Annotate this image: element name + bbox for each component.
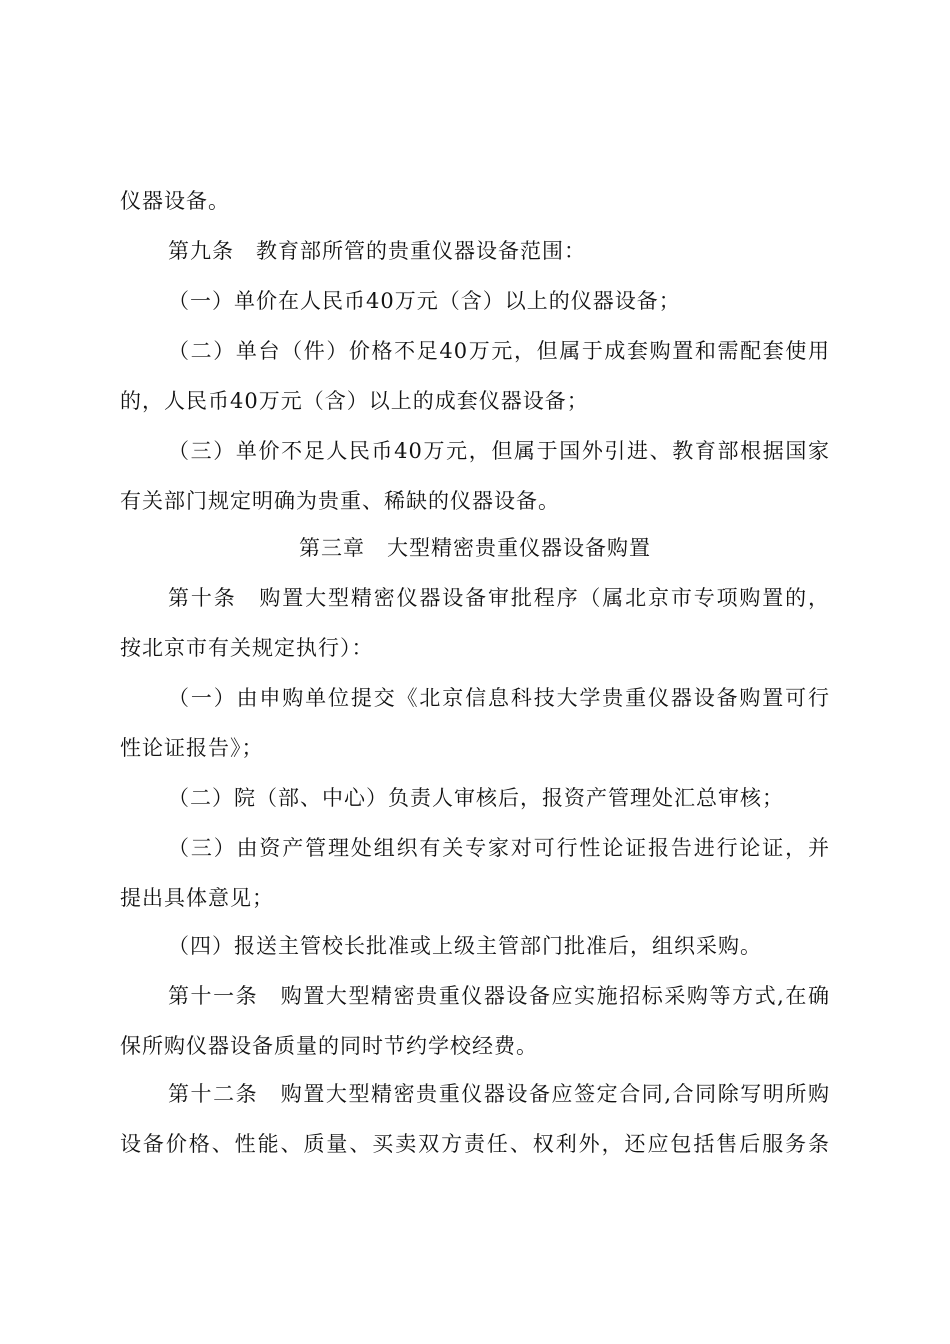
- text-line: 仪器设备。: [120, 189, 230, 213]
- article-9-heading: 第九条 教育部所管的贵重仪器设备范围：: [168, 239, 586, 263]
- text-line: （三）由资产管理处组织有关专家对可行性论证报告进行论证，并: [168, 836, 830, 860]
- article-12-heading: 第十二条 购置大型精密贵重仪器设备应签定合同,合同除写明所购: [168, 1082, 830, 1106]
- article-10-heading: 第十条 购置大型精密仪器设备审批程序（属北京市专项购置的，: [168, 586, 830, 610]
- text-line: （一）由申购单位提交《北京信息科技大学贵重仪器设备购置可行: [168, 686, 830, 710]
- text-line: 有关部门规定明确为贵重、稀缺的仪器设备。: [120, 489, 560, 513]
- text-line: 按北京市有关规定执行）：: [120, 636, 374, 660]
- text-line: 性论证报告》；: [120, 736, 264, 760]
- chapter-3-heading: 第三章 大型精密贵重仪器设备购置: [299, 536, 651, 560]
- text-line: （三）单价不足人民币40万元，但属于国外引进、教育部根据国家: [168, 439, 830, 463]
- text-line: （一）单价在人民币40万元（含）以上的仪器设备；: [168, 289, 681, 313]
- article-11-heading: 第十一条 购置大型精密贵重仪器设备应实施招标采购等方式,在确: [168, 984, 830, 1008]
- text-line: 的，人民币40万元（含）以上的成套仪器设备；: [120, 389, 589, 413]
- text-line: （二）院（部、中心）负责人审核后，报资产管理处汇总审核；: [168, 786, 784, 810]
- text-line: 设备价格、性能、质量、买卖双方责任、权利外，还应包括售后服务条: [120, 1132, 830, 1156]
- text-line: 保所购仪器设备质量的同时节约学校经费。: [120, 1034, 538, 1058]
- text-line: 提出具体意见；: [120, 886, 274, 910]
- text-line: （四）报送主管校长批准或上级主管部门批准后，组织采购。: [168, 934, 762, 958]
- text-line: （二）单台（件）价格不足40万元，但属于成套购置和需配套使用: [168, 339, 830, 363]
